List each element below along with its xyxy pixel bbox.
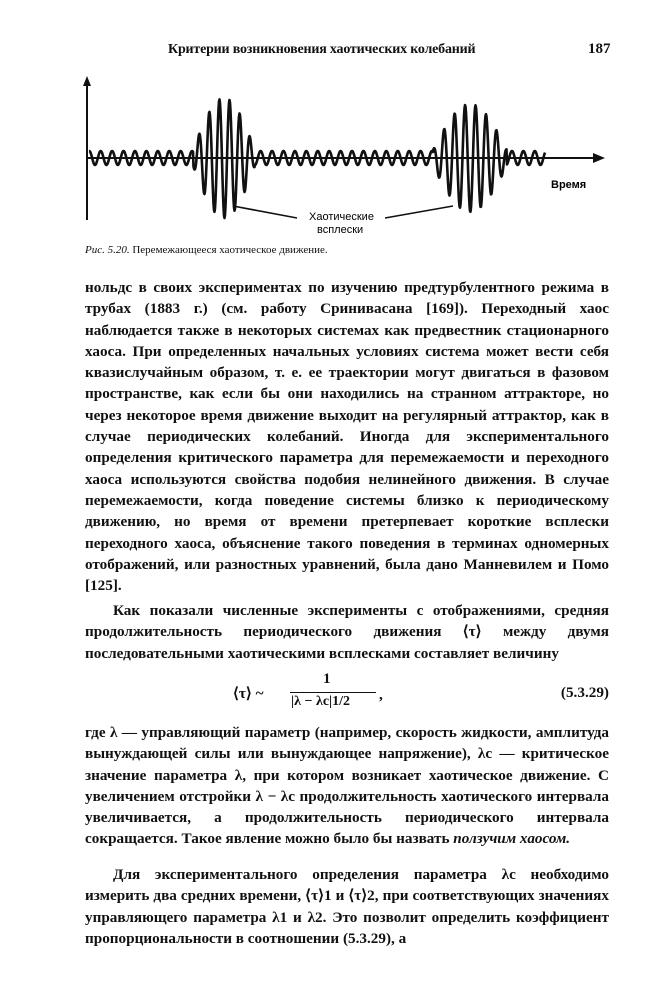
- paragraph-3-text: [85, 722, 609, 850]
- paragraph-4-text: Для экспериментального определения параметра λc необходимо измерить два средних времени, ⟨τ⟩1 и ⟨τ⟩2, при соответствующих значениях управляющего параметра λ1 и λ2. Это позволит определить коэффициент пропорциональности в соотношении (5.3.29), а: [85, 866, 609, 947]
- annotation-line-right: [385, 206, 453, 218]
- equation-number: (5.3.29): [560, 684, 609, 701]
- paragraph-3-italic: ползучим хаосом.: [453, 830, 571, 848]
- formula-denominator: |λ − λc|1/2: [291, 694, 351, 709]
- paragraph-2-text: Как показали численные эксперименты с отображениями, средняя продолжительность периодического движения ⟨τ⟩ между двумя последовательными хаотическими всплесками составляет величину: [85, 602, 609, 662]
- formula-trailing: ,: [379, 686, 383, 703]
- caption-number: Рис. 5.20.: [85, 244, 130, 256]
- time-axis-label: Время: [551, 179, 587, 191]
- y-axis-arrow: [83, 76, 91, 86]
- running-header: Критерии возникновения хаотических колебаний: [168, 42, 476, 57]
- page-number: 187: [588, 41, 611, 57]
- paragraph-1-text: нольдс в своих экспериментах по изучению предтурбулентного режима в трубах (1883 г.) (см. работу Сринивасана [169]). Переходный хаос наблюдается также в некоторых системах как предвестник стационарного хаоса. При определенных начальных условиях система может вести себя квазислучайным образом, т. е. ее траектории могут двигаться в фазовом пространстве, как если бы они находились на странном аттракторе, но через некоторое время движение выходит на регулярный аттрактор, как в случае периодических колебаний. Иногда для экспериментального определения критического параметра для перемежаемости и переходного хаоса используются свойства подобия нелинейного движения. В случае перемежаемости, когда поведение системы близко к периодическому движению, но время от времени претерпевает короткие всплески переходного хаоса, объяснение такого поведения в терминах одномерных отображений, или разностных уравнений, была дано Манневилем и Помо [125].: [85, 279, 609, 595]
- annotation-label-2: всплески: [317, 224, 364, 236]
- figure-caption: [85, 244, 328, 256]
- paragraph-4: [85, 864, 609, 949]
- paragraph-3: [85, 722, 609, 850]
- fraction-bar: [290, 692, 376, 693]
- paragraph-3-main: где λ — управляющий параметр (например, скорость жидкости, амплитуда вынуждающей силы или вынуждающее напряжение), λc — критическое значение параметра λ, при котором возникает хаотическое движение. С увеличением отстройки λ − λc продолжительность хаотического интервала увеличивается, а продолжительность периодического интервала сокращается. Такое явление можно было бы назвать: [85, 724, 609, 848]
- annotation-line-left: [233, 206, 297, 218]
- equation-5-3-29: [85, 670, 609, 720]
- caption-text: Перемежающееся хаотическое движение.: [132, 244, 328, 256]
- formula-numerator: 1: [323, 670, 331, 687]
- x-axis-arrow: [593, 153, 605, 163]
- annotation-label-1: Хаотические: [309, 211, 374, 223]
- formula-lhs: ⟨τ⟩ ~: [233, 685, 264, 702]
- intermittency-figure: [75, 70, 615, 240]
- paragraph-1: [85, 277, 609, 596]
- paragraph-2: [85, 600, 609, 664]
